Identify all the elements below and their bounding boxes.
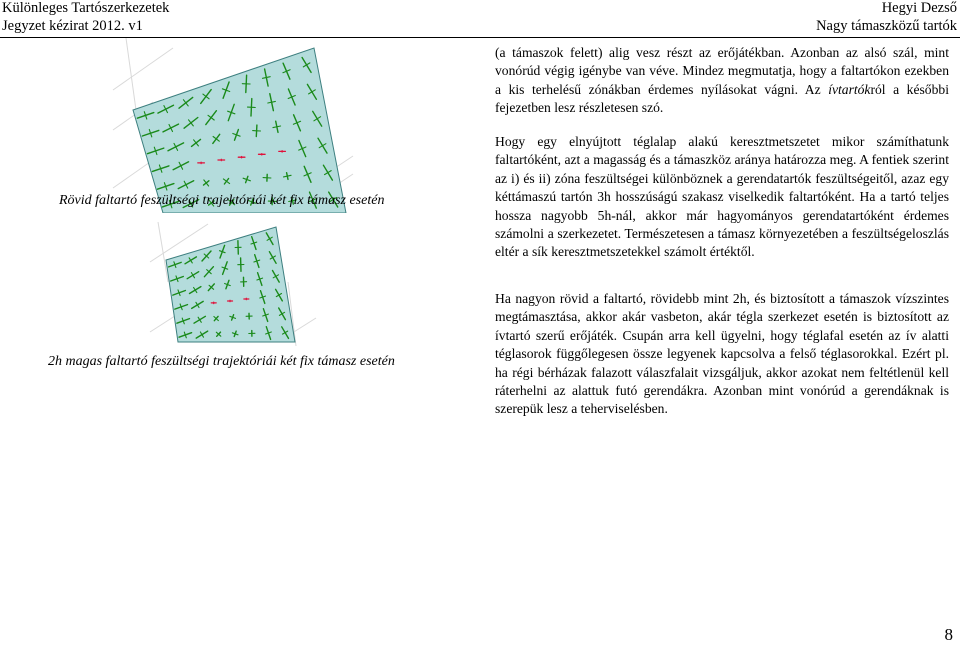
figure-caption-1: Rövid faltartó feszültségi trajektóriái két fix támasz esetén xyxy=(59,193,385,208)
course-title: Különleges Tartószerkezetek xyxy=(2,0,170,16)
figure-caption-2: 2h magas faltartó feszültségi trajektóriái két fix támasz esetén xyxy=(48,354,395,369)
stress-mark xyxy=(244,298,249,300)
paragraph-2 xyxy=(495,133,949,262)
header-left xyxy=(2,0,169,35)
stress-mark xyxy=(228,300,233,302)
paragraph-1-italic-term: ívtartók xyxy=(828,81,871,97)
chapter-title: Nagy támaszközű tartók xyxy=(816,17,957,34)
paragraph-1-text-b: ról a későbbi fejezetben lesz részletesen szó. xyxy=(495,81,949,116)
stress-mark xyxy=(279,151,286,153)
header-right xyxy=(816,0,957,35)
author-name: Hegyi Dezső xyxy=(881,0,957,16)
wall-panel xyxy=(166,227,295,342)
stress-mark xyxy=(259,154,266,156)
paragraph-1 xyxy=(495,44,949,118)
page-number: 8 xyxy=(944,625,953,644)
stress-mark xyxy=(218,159,225,161)
paragraph-3 xyxy=(495,290,949,419)
document-version: Jegyzet kézirat 2012. v1 xyxy=(2,17,143,34)
paragraph-1-text-a: (a támaszok felett) alig vesz részt az erőjátékban. Azonban az alsó szál, mint vonórúd végig igénybe van véve. Mindez megmutatja, hogy a faltartókon ezekben a kis terhelésű zónákban érdemes nyílásokat vágni. Az xyxy=(495,45,949,97)
stress-mark xyxy=(238,156,245,158)
short-deep-beam-trajectory-figure xyxy=(108,38,358,213)
stress-mark xyxy=(198,162,205,164)
stress-mark xyxy=(211,302,216,304)
paragraph-3-text: Ha nagyon rövid a faltartó, rövidebb mint 2h, és biztosított a támaszok vízszintes megtámasztása, akkor akár vasbeton, akár tégla szerkezet esetén is biztosított az ívtartó szerű erőjáték. Csupán arra kell ügyelni, hogy téglafal esetén az ív alatti téglasorok függőlegesen össze legyenek kapcsolva a felső téglasorokkal. Ezért pl. ha régi bérházak falazott válaszfalait vizsgáljuk, akkor azokat nem feltétlenül kell ráterhelni az alattuk futó gerendákra. Azonban mint vonórúd a gerendáknak is szerepük lesz a teherviselésben. xyxy=(495,291,949,417)
tall-deep-beam-trajectory-figure xyxy=(148,222,318,347)
paragraph-2-text: Hogy egy elnyújtott téglalap alakú keresztmetszetet mikor számíthatunk faltartóként, azt a magasság és a támaszköz aránya határozza meg. A fentiek szerint az i) és ii) zóna feszültségei különböznek a gerendatartók feszültségeitől, azaz egy kéttámaszú tartón 3h hosszúságú szakasz viselkedik faltartóként. Ha a tartó teljes hossza nagyobb 5h-nál, akkor már hagyományos gerendatartóként érdemes számolni a szerkezetet. Természetesen a támasz környezetében a feszültségeloszlás eltér a sík keresztmetszetekkel számolt értéktől. xyxy=(495,134,949,260)
